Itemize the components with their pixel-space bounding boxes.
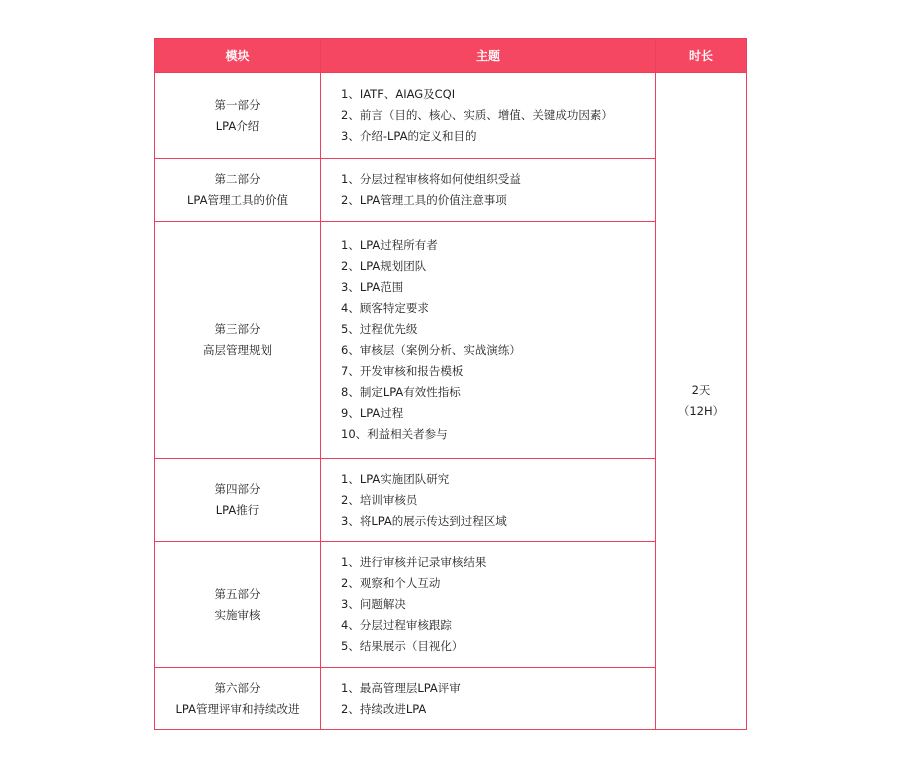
module-part: 第二部分 bbox=[214, 172, 261, 186]
topic-item: 4、分层过程审核跟踪 bbox=[341, 618, 452, 632]
topic-item: 1、最高管理层LPA评审 bbox=[341, 680, 461, 695]
module-part: 第三部分 bbox=[214, 322, 261, 336]
module-title: 高层管理规划 bbox=[203, 343, 272, 357]
module-cell bbox=[155, 159, 321, 222]
topic-item: 8、制定LPA有效性指标 bbox=[341, 385, 461, 399]
module-title: LPA介绍 bbox=[215, 118, 260, 133]
topic-item: 3、介绍-LPA的定义和目的 bbox=[341, 129, 477, 143]
topic-item: 2、LPA规划团队 bbox=[341, 259, 427, 273]
module-cell bbox=[155, 73, 321, 159]
module-part: 第四部分 bbox=[214, 482, 261, 496]
topic-item: 3、将LPA的展示传达到过程区域 bbox=[341, 513, 507, 528]
topic-cell bbox=[321, 668, 656, 730]
topic-item: 5、结果展示（目视化） bbox=[341, 639, 464, 653]
duration-hours: （12H） bbox=[677, 404, 725, 418]
topic-item: 1、进行审核并记录审核结果 bbox=[341, 555, 487, 569]
module-title: LPA推行 bbox=[215, 503, 260, 517]
topic-item: 6、审核层（案例分析、实战演练） bbox=[341, 343, 521, 357]
header-module: 模块 bbox=[155, 39, 321, 73]
topic-cell bbox=[321, 222, 656, 459]
topic-item: 2、培训审核员 bbox=[341, 492, 418, 507]
module-part: 第五部分 bbox=[214, 586, 261, 601]
topic-item: 3、LPA范围 bbox=[341, 280, 404, 294]
course-outline-table bbox=[154, 38, 747, 730]
topic-item: 2、观察和个人互动 bbox=[341, 576, 441, 590]
topic-item: 2、持续改进LPA bbox=[341, 701, 427, 716]
topic-item: 2、前言（目的、核心、实质、增值、关键成功因素） bbox=[341, 108, 613, 122]
duration-days: 2天 bbox=[691, 383, 711, 397]
module-title: LPA管理工具的价值 bbox=[187, 193, 288, 207]
topic-cell bbox=[321, 159, 656, 222]
topic-item: 10、利益相关者参与 bbox=[341, 427, 448, 441]
module-cell bbox=[155, 668, 321, 730]
module-part: 第六部分 bbox=[214, 680, 261, 695]
topic-item: 1、IATF、AIAG及CQI bbox=[341, 87, 456, 101]
topic-item: 9、LPA过程 bbox=[341, 406, 404, 420]
topic-item: 1、LPA实施团队研究 bbox=[341, 471, 450, 486]
header-topic: 主题 bbox=[321, 39, 656, 73]
topic-item: 1、LPA过程所有者 bbox=[341, 238, 438, 252]
topic-item: 7、开发审核和报告模板 bbox=[341, 364, 464, 378]
topic-item: 1、分层过程审核将如何使组织受益 bbox=[341, 172, 521, 186]
topic-item: 3、问题解决 bbox=[341, 597, 406, 611]
topic-item: 4、顾客特定要求 bbox=[341, 301, 429, 315]
topic-item: 2、LPA管理工具的价值注意事项 bbox=[341, 193, 507, 207]
module-part: 第一部分 bbox=[214, 97, 261, 112]
module-title: LPA管理评审和持续改进 bbox=[175, 701, 300, 716]
topic-cell bbox=[321, 542, 656, 668]
module-cell bbox=[155, 542, 321, 668]
topic-cell bbox=[321, 459, 656, 542]
header-duration: 时长 bbox=[656, 39, 747, 73]
module-title: 实施审核 bbox=[214, 607, 261, 622]
header-row bbox=[155, 39, 747, 73]
duration-cell bbox=[656, 73, 747, 730]
module-cell bbox=[155, 459, 321, 542]
table-row bbox=[155, 73, 747, 159]
topic-cell bbox=[321, 73, 656, 159]
topic-item: 5、过程优先级 bbox=[341, 322, 418, 336]
module-cell bbox=[155, 222, 321, 459]
